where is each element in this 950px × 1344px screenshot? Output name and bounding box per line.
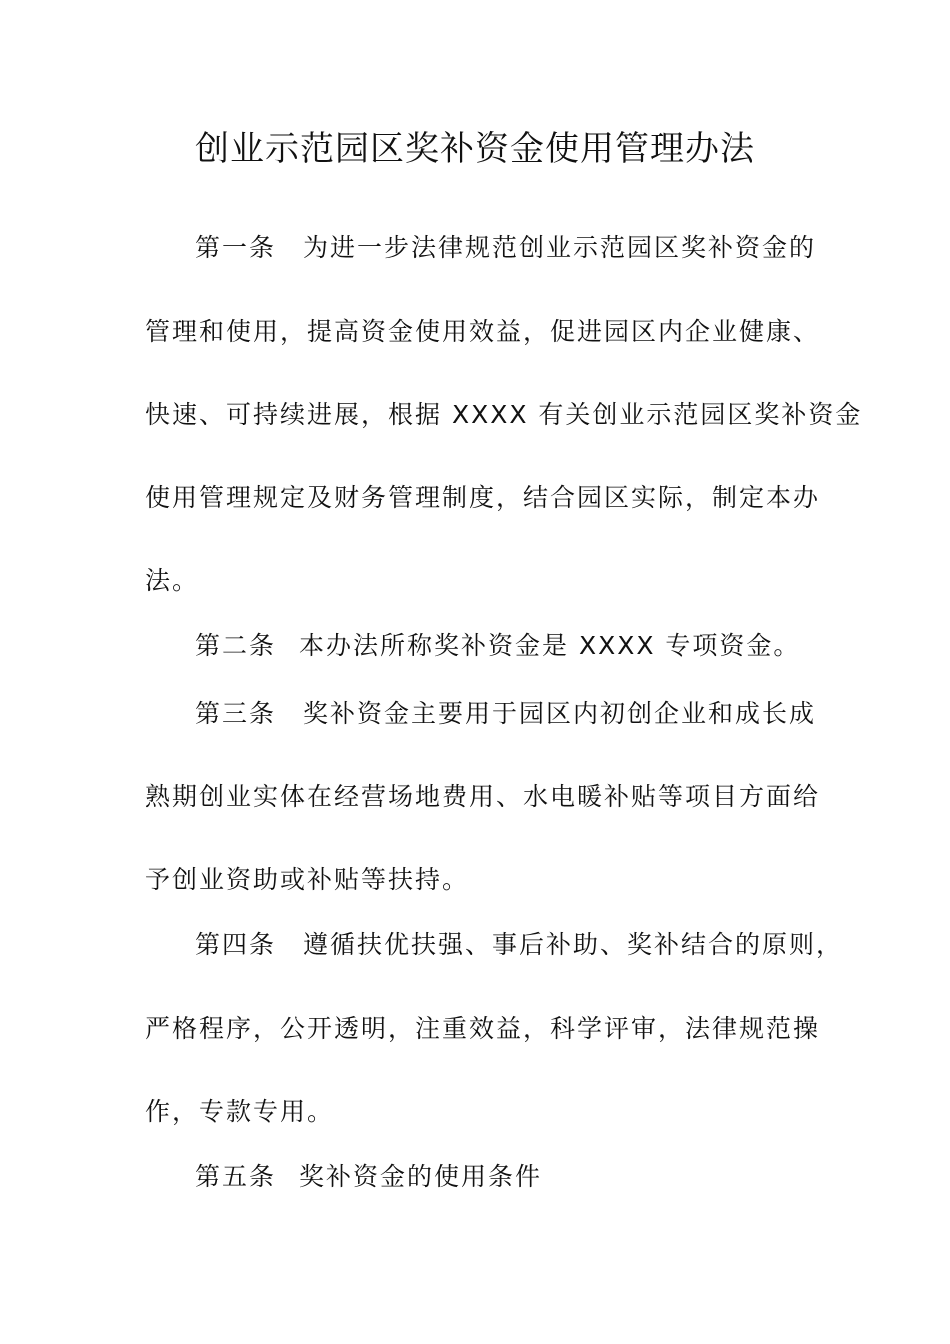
article-2-line-1: [195, 628, 800, 664]
article-4-label: 第四条: [195, 930, 277, 959]
paragraph-text: 熟期创业实体在经营场地费用、水电暖补贴等项目方面给: [145, 782, 821, 811]
article-3-label: 第三条: [195, 699, 277, 728]
article-1-label: 第一条: [195, 233, 277, 262]
article-3-line-3: [145, 862, 469, 898]
article-1-line-4: [145, 480, 820, 516]
article-4-line-3: [145, 1094, 334, 1130]
paragraph-text: 法。: [145, 566, 200, 595]
paragraph-text: 快速、可持续进展，根据 XXXX 有关创业示范园区奖补资金: [145, 400, 863, 429]
article-4-line-2: [145, 1011, 820, 1047]
article-5-label: 第五条: [195, 1162, 277, 1191]
article-1-line-1: [195, 230, 816, 266]
document-title: 创业示范园区奖补资金使用管理办法: [195, 129, 755, 169]
paragraph-text: 为进一步法律规范创业示范园区奖补资金的: [303, 233, 817, 262]
article-1-line-5: [145, 563, 199, 599]
article-2-label: 第二条: [195, 631, 277, 660]
paragraph-text: 作，专款专用。: [145, 1097, 335, 1126]
paragraph-text: 严格程序，公开透明，注重效益，科学评审，法律规范操: [145, 1014, 821, 1043]
paragraph-text: 奖补资金主要用于园区内初创企业和成长成: [303, 699, 817, 728]
paragraph-text: 本办法所称奖补资金是 XXXX 专项资金。: [299, 631, 801, 660]
paragraph-text: 使用管理规定及财务管理制度，结合园区实际，制定本办: [145, 483, 821, 512]
paragraph-text: 管理和使用，提高资金使用效益，促进园区内企业健康、: [145, 317, 821, 346]
paragraph-text: 遵循扶优扶强、事后补助、奖补结合的原则，: [303, 930, 844, 959]
article-5-line-1: [195, 1159, 542, 1195]
paragraph-text: 予创业资助或补贴等扶持。: [145, 865, 470, 894]
article-1-line-2: [145, 314, 820, 350]
paragraph-text: 奖补资金的使用条件: [299, 1162, 543, 1191]
article-3-line-1: [195, 696, 816, 732]
article-1-line-3: [145, 397, 862, 433]
article-4-line-1: [195, 927, 843, 963]
article-3-line-2: [145, 779, 820, 815]
